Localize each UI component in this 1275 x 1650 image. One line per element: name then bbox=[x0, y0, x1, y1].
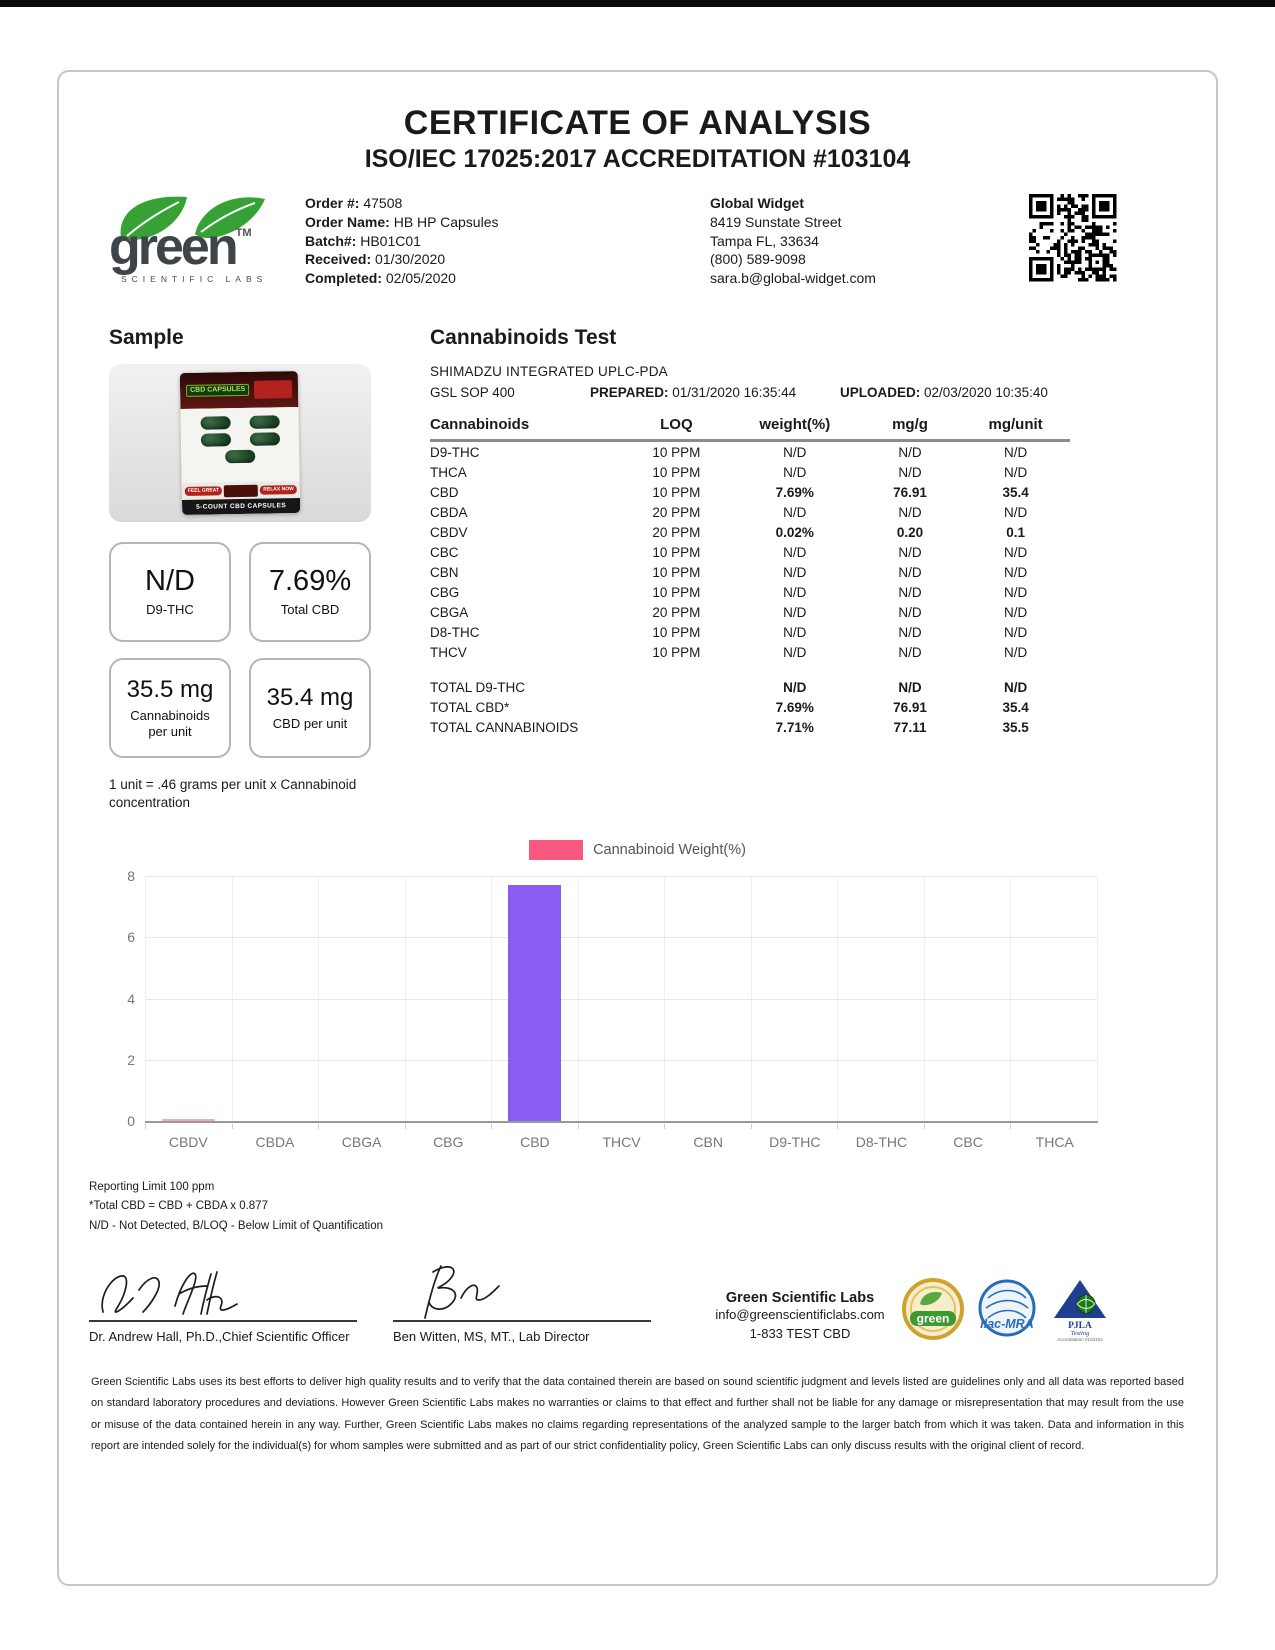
chart-y-axis bbox=[109, 868, 139, 1129]
table-row bbox=[430, 602, 1070, 622]
column-header: weight(%) bbox=[731, 412, 859, 441]
instrument-name: SHIMADZU INTEGRATED UPLC-PDA bbox=[430, 364, 668, 379]
bar-slot-THCA bbox=[1010, 876, 1098, 1121]
bar-slot-CBGA bbox=[318, 876, 405, 1121]
y-tick-label: 2 bbox=[127, 1051, 135, 1068]
signature-line bbox=[89, 1272, 357, 1322]
table-cell: N/D bbox=[783, 464, 807, 480]
table-cell: 0.20 bbox=[896, 524, 924, 540]
table-cell: TOTAL CANNABINOIDS bbox=[430, 719, 579, 735]
y-tick-label: 0 bbox=[127, 1113, 135, 1129]
product-package bbox=[180, 371, 300, 515]
table-cell: N/D bbox=[783, 679, 807, 695]
legend-label: Cannabinoid Weight(%) bbox=[593, 842, 746, 858]
table-cell: N/D bbox=[1003, 544, 1028, 560]
table-cell: N/D bbox=[898, 544, 922, 560]
table-row bbox=[430, 622, 1070, 642]
cannabinoids-table bbox=[430, 412, 1070, 737]
table-cell: TOTAL CBD* bbox=[430, 699, 510, 715]
result-value: 35.4 mg bbox=[266, 683, 354, 711]
trademark-symbol: TM bbox=[235, 227, 252, 239]
sample-photo bbox=[109, 364, 371, 522]
table-cell: 0.02% bbox=[775, 524, 814, 540]
order-info-row: Completed: 02/05/2020 bbox=[305, 270, 456, 286]
table-body bbox=[430, 441, 1070, 738]
table-cell: THCV bbox=[430, 644, 467, 660]
page-subtitle: ISO/IEC 17025:2017 ACCREDITATION #103104 bbox=[364, 145, 911, 173]
table-cell: N/D bbox=[1003, 624, 1028, 640]
order-info bbox=[305, 194, 499, 288]
x-tick-label: CBG bbox=[433, 1134, 464, 1150]
table-cell: N/D bbox=[783, 564, 807, 580]
table-cell: N/D bbox=[898, 624, 922, 640]
table-cell: 10 PPM bbox=[652, 564, 701, 580]
table-cell: N/D bbox=[783, 544, 807, 560]
package-brand-label: CBD CAPSULES bbox=[186, 384, 249, 397]
x-tick-label: CBD bbox=[520, 1134, 550, 1150]
bar-slot-D8-THC bbox=[837, 876, 924, 1121]
result-label: Cannabinoids per unit bbox=[130, 707, 210, 739]
table-cell: N/D bbox=[1003, 504, 1028, 520]
test-heading: Cannabinoids Test bbox=[430, 326, 617, 349]
table-cell: 7.69% bbox=[775, 699, 814, 715]
footnote-line: *Total CBD = CBD + CBDA x 0.877 bbox=[89, 1200, 268, 1213]
order-info-row: Received: 01/30/2020 bbox=[305, 251, 446, 268]
page-top-edge bbox=[0, 0, 1275, 7]
table-row bbox=[430, 441, 1070, 463]
table-header bbox=[430, 412, 1070, 441]
table-header-row bbox=[430, 412, 1070, 441]
lab-email: info@greenscientificlabs.com bbox=[715, 1306, 885, 1322]
result-value: 7.69% bbox=[268, 565, 352, 598]
signer-name-director: Ben Witten, MS, MT., Lab Director bbox=[393, 1328, 590, 1344]
sop-row bbox=[430, 385, 1090, 400]
table-row bbox=[430, 697, 1070, 717]
table-row bbox=[430, 677, 1070, 697]
svg-text:Testing: Testing bbox=[1070, 1329, 1090, 1337]
table-row bbox=[430, 717, 1070, 737]
result-box bbox=[249, 542, 371, 642]
table-cell: THCA bbox=[430, 464, 467, 480]
qr-code-icon bbox=[1029, 194, 1117, 282]
green-seal-icon bbox=[902, 1278, 964, 1347]
table-cell: CBG bbox=[430, 584, 460, 600]
chart-x-axis bbox=[145, 1134, 1098, 1150]
table-cell: 7.69% bbox=[775, 484, 814, 500]
unit-note: 1 unit = .46 grams per unit x Cannabinoid concentration bbox=[109, 777, 357, 811]
bar-CBD bbox=[508, 885, 561, 1121]
table-cell: N/D bbox=[898, 644, 922, 660]
table-row bbox=[430, 582, 1070, 602]
table-cell: CBC bbox=[430, 544, 459, 560]
result-label: CBD per unit bbox=[272, 715, 348, 731]
info-row bbox=[89, 188, 1186, 304]
sample-heading: Sample bbox=[109, 326, 184, 349]
package-count-label: 5-COUNT CBD CAPSULES bbox=[182, 498, 300, 515]
x-tick-label: CBGA bbox=[341, 1134, 382, 1150]
bar-slot-CBN bbox=[664, 876, 751, 1121]
table-cell: CBD bbox=[430, 484, 459, 500]
table-cell: N/D bbox=[1003, 464, 1028, 480]
signature-block-cso bbox=[89, 1272, 357, 1344]
table-cell: CBGA bbox=[430, 604, 469, 620]
svg-text:Accreditation #103104: Accreditation #103104 bbox=[1057, 1336, 1103, 1342]
certificate-frame bbox=[57, 70, 1218, 1586]
x-tick-label: D9-THC bbox=[769, 1134, 821, 1150]
capsule bbox=[249, 432, 279, 446]
svg-text:ilac-MRA: ilac-MRA bbox=[980, 1316, 1034, 1331]
signature-line bbox=[393, 1272, 651, 1322]
table-cell: 0.1 bbox=[1006, 524, 1025, 540]
cannabinoid-chart bbox=[89, 838, 1186, 1150]
pjla-icon bbox=[1050, 1278, 1110, 1347]
result-box bbox=[249, 658, 371, 758]
lab-name: Green Scientific Labs bbox=[725, 1289, 875, 1306]
header bbox=[89, 104, 1186, 174]
x-tick-label: CBDA bbox=[255, 1134, 295, 1150]
client-info-line: 8419 Sunstate Street bbox=[710, 213, 842, 230]
table-cell: 10 PPM bbox=[652, 464, 701, 480]
table-cell: 76.91 bbox=[893, 699, 927, 715]
column-header: mg/g bbox=[859, 412, 961, 441]
bar-slot-CBD bbox=[491, 876, 578, 1121]
footnotes bbox=[89, 1178, 1186, 1236]
table-cell: CBN bbox=[430, 564, 459, 580]
table-cell: 35.4 bbox=[1002, 699, 1029, 715]
table-cell: CBDA bbox=[430, 504, 468, 520]
y-tick-label: 6 bbox=[127, 929, 135, 946]
table-row bbox=[430, 642, 1070, 662]
x-tick-label: D8-THC bbox=[855, 1134, 908, 1150]
signature-block-director bbox=[393, 1272, 651, 1344]
table-cell: N/D bbox=[783, 644, 807, 660]
table-cell: N/D bbox=[898, 464, 922, 480]
svg-text:PJLA: PJLA bbox=[1068, 1320, 1092, 1331]
table-cell: 77.11 bbox=[893, 719, 927, 735]
footnote-line: Reporting Limit 100 ppm bbox=[89, 1181, 215, 1193]
table-row bbox=[430, 542, 1070, 562]
accreditation-logos bbox=[902, 1278, 1110, 1347]
package-badge-right: RELAX NOW bbox=[260, 485, 297, 495]
column-header: LOQ bbox=[622, 412, 731, 441]
client-info bbox=[710, 194, 876, 288]
lab-phone: 1-833 TEST CBD bbox=[749, 1325, 851, 1341]
uploaded-info: UPLOADED: 02/03/2020 10:35:40 bbox=[840, 385, 1048, 400]
table-cell: N/D bbox=[783, 624, 807, 640]
table-cell: N/D bbox=[1003, 584, 1028, 600]
table-cell: N/D bbox=[898, 679, 922, 695]
result-value: 35.5 mg bbox=[126, 675, 214, 703]
order-info-row: Order #: 47508 bbox=[305, 195, 403, 211]
table-cell: TOTAL D9-THC bbox=[430, 679, 526, 695]
package-center-label bbox=[224, 484, 258, 497]
y-tick-label: 8 bbox=[127, 868, 135, 884]
table-cell: D8-THC bbox=[430, 624, 480, 640]
bar-slot-CBDA bbox=[232, 876, 319, 1121]
package-capsules bbox=[180, 407, 299, 483]
table-cell: 7.71% bbox=[775, 719, 814, 735]
table-cell: 10 PPM bbox=[652, 584, 701, 600]
table-spacer bbox=[430, 662, 1070, 677]
capsule bbox=[200, 416, 230, 430]
test-column bbox=[430, 326, 1090, 737]
table-cell: 20 PPM bbox=[652, 524, 701, 540]
order-info-row: Order Name: HB HP Capsules bbox=[305, 213, 499, 230]
chart-plot bbox=[145, 876, 1098, 1123]
legend-swatch bbox=[529, 840, 583, 860]
chart-legend bbox=[89, 838, 1186, 862]
sop-number: GSL SOP 400 bbox=[430, 385, 515, 400]
table-cell: 10 PPM bbox=[652, 624, 701, 640]
prepared-info: PREPARED: 01/31/2020 16:35:44 bbox=[590, 385, 797, 400]
bar-slot-THCV bbox=[578, 876, 665, 1121]
column-header: Cannabinoids bbox=[430, 412, 622, 441]
client-info-line: (800) 589-9098 bbox=[710, 251, 806, 268]
table-cell: 10 PPM bbox=[652, 444, 701, 460]
table-cell: CBDV bbox=[430, 524, 468, 540]
table-cell: N/D bbox=[783, 444, 807, 460]
table-cell: N/D bbox=[898, 584, 922, 600]
table-cell: 20 PPM bbox=[652, 604, 701, 620]
table-cell: N/D bbox=[898, 444, 922, 460]
table-cell: N/D bbox=[898, 604, 922, 620]
table-cell: N/D bbox=[898, 564, 922, 580]
bar-slot-CBC bbox=[924, 876, 1011, 1121]
table-cell: 10 PPM bbox=[652, 484, 701, 500]
table-row bbox=[430, 562, 1070, 582]
table-row bbox=[430, 462, 1070, 482]
main-content bbox=[89, 326, 1186, 818]
result-box bbox=[109, 542, 231, 642]
capsule bbox=[249, 415, 279, 429]
package-badge-left: FEEL GREAT bbox=[185, 486, 222, 496]
table-row bbox=[430, 502, 1070, 522]
footnote-line: N/D - Not Detected, B/LOQ - Below Limit of Quantification bbox=[89, 1219, 384, 1232]
x-tick-label: THCV bbox=[602, 1134, 641, 1150]
package-header bbox=[180, 371, 299, 409]
result-box bbox=[109, 658, 231, 758]
result-label: D9-THC bbox=[146, 602, 194, 618]
table-row bbox=[430, 522, 1070, 542]
client-info-line: sara.b@global-widget.com bbox=[710, 270, 876, 286]
table-cell: N/D bbox=[1003, 564, 1028, 580]
bar-CBDV bbox=[162, 1119, 215, 1121]
lab-logo bbox=[107, 190, 307, 284]
client-lines bbox=[710, 213, 876, 288]
bar-slot-D9-THC bbox=[751, 876, 838, 1121]
column-header: mg/unit bbox=[961, 412, 1070, 441]
result-value: N/D bbox=[145, 565, 195, 598]
table-cell: N/D bbox=[898, 504, 922, 520]
table-cell: 10 PPM bbox=[652, 544, 701, 560]
table-cell: N/D bbox=[1003, 444, 1028, 460]
table-cell: N/D bbox=[1003, 644, 1028, 660]
signature-cso-icon bbox=[95, 1260, 315, 1324]
table-cell bbox=[622, 717, 731, 737]
bar-slot-CBDV bbox=[145, 876, 232, 1121]
x-tick-label: CBC bbox=[953, 1134, 983, 1150]
signature-director-icon bbox=[399, 1260, 559, 1324]
table-cell: 10 PPM bbox=[652, 644, 701, 660]
x-tick-label: CBN bbox=[693, 1134, 723, 1150]
table-cell: N/D bbox=[1003, 604, 1028, 620]
chart-plot-area bbox=[109, 868, 1098, 1129]
table-cell: N/D bbox=[783, 584, 807, 600]
table-cell: 35.4 bbox=[1002, 484, 1029, 500]
lab-logo-word: green™ bbox=[109, 218, 252, 276]
table-cell: D9-THC bbox=[430, 444, 480, 460]
result-label: Total CBD bbox=[280, 602, 340, 618]
package-badges bbox=[182, 481, 300, 500]
capsule bbox=[225, 450, 255, 464]
signer-name-cso: Dr. Andrew Hall, Ph.D.,Chief Scientific Officer bbox=[89, 1328, 350, 1344]
x-tick-label: CBDV bbox=[168, 1134, 208, 1150]
disclaimer: Green Scientific Labs uses its best efforts to deliver high quality results and to verify that the data contained therein are based on sound scientific judgment and levels listed are guidelines only and all data was reported based on standard laboratory procedures and deviations. However Green Scientific Labs makes no warranties or claims to that effect and further shall not be liable for any damage or misrepresentation that may result from the use or misuse of the data contained herein in any way. Further, Green Scientific Labs makes no claims regarding representations of the analyzed sample to the larger batch from which it was taken. Data and information in this report are intended solely for the individual(s) for whom samples were submitted and as part of our strict confidentiality policy, Green Scientific Labs can only discuss results with the original client of record. bbox=[91, 1375, 1184, 1453]
capsule bbox=[200, 433, 230, 447]
footer bbox=[89, 1272, 1186, 1364]
svg-text:green: green bbox=[916, 1311, 950, 1326]
client-name: Global Widget bbox=[710, 195, 804, 211]
package-red-label bbox=[254, 380, 292, 399]
table-cell bbox=[622, 677, 731, 697]
y-tick-label: 4 bbox=[127, 990, 135, 1007]
table-cell: 35.5 bbox=[1002, 719, 1029, 735]
page-title: CERTIFICATE OF ANALYSIS bbox=[403, 104, 872, 142]
table-cell: N/D bbox=[1003, 679, 1028, 695]
sample-column bbox=[109, 326, 389, 812]
table-cell: N/D bbox=[783, 604, 807, 620]
lab-contact bbox=[685, 1290, 915, 1344]
order-info-row: Batch#: HB01C01 bbox=[305, 232, 421, 249]
table-cell: N/D bbox=[783, 504, 807, 520]
table-row bbox=[430, 482, 1070, 502]
table-cell bbox=[622, 697, 731, 717]
result-boxes bbox=[109, 542, 389, 758]
table-cell: 76.91 bbox=[893, 484, 927, 500]
lab-logo-tagline: SCIENTIFIC LABS bbox=[121, 274, 268, 284]
bar-slot-CBG bbox=[405, 876, 492, 1121]
client-info-line: Tampa FL, 33634 bbox=[710, 232, 819, 249]
ilac-mra-icon bbox=[976, 1278, 1038, 1347]
table-cell: 20 PPM bbox=[652, 504, 701, 520]
x-tick-label: THCA bbox=[1035, 1134, 1074, 1150]
